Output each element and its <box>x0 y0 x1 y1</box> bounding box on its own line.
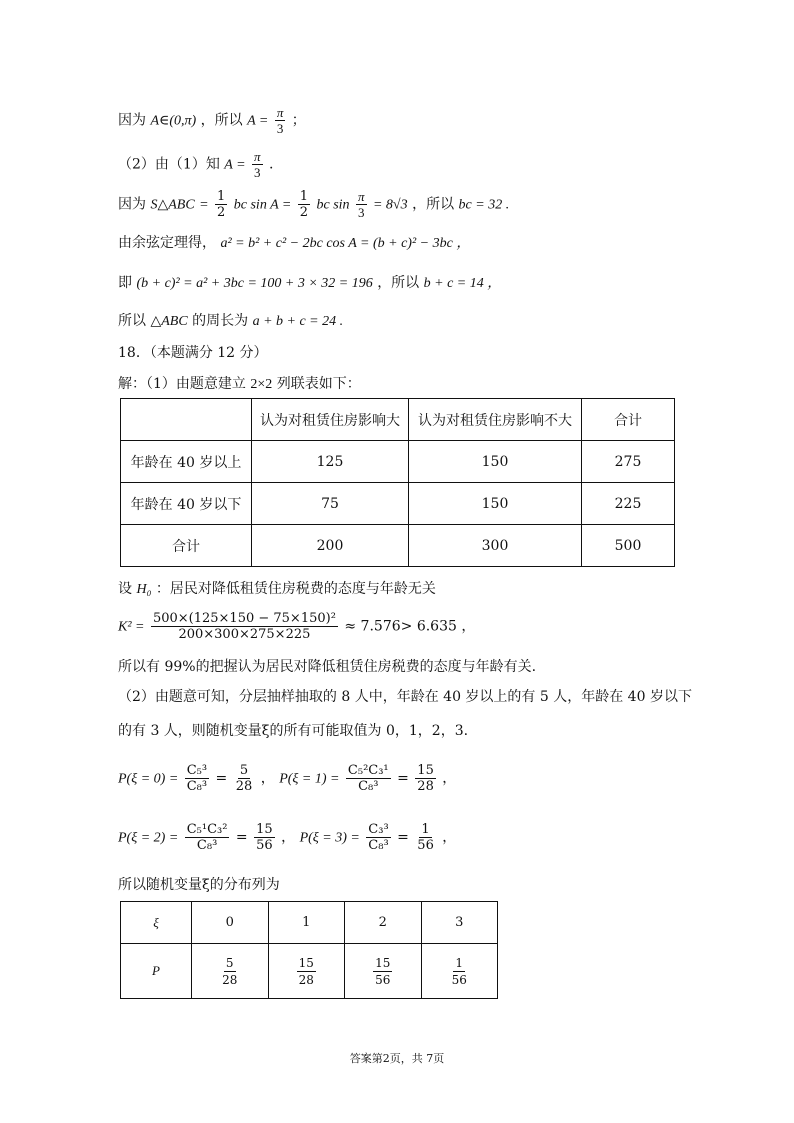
table-header-row <box>121 399 675 441</box>
math-K2: K² = <box>118 619 145 635</box>
fraction-half: $\frac{1}{2}$ <box>299 189 309 220</box>
text: 由余弦定理得， <box>118 235 216 251</box>
fraction-k2: $\frac{\text{500×(125×150 − 75×150)²}}{200\times 300\times 275\times 225}$ <box>152 611 336 642</box>
fraction-pi-3: $\frac{\pi}{3}$ <box>276 105 284 136</box>
table-cell: 225 <box>582 483 675 525</box>
fraction-value: $\frac{5}{28}$ <box>235 763 253 794</box>
table-row <box>121 902 498 944</box>
fraction-comb: $\frac{\text{C₅³}}{\text{C₈³}}$ <box>186 763 208 794</box>
text: 列联表如下： <box>276 376 361 392</box>
table-cell: 300 <box>409 525 582 567</box>
table-cell: 2 <box>345 902 422 944</box>
table-cell: 0 <box>192 902 269 944</box>
fraction-pi-3: $\frac{\pi}{3}$ <box>253 149 261 180</box>
hypothesis-line <box>118 582 436 597</box>
math-prob-label: P(ξ = 1) = <box>279 771 340 787</box>
fraction-value: $\frac{1}{56}$ <box>451 955 467 987</box>
fraction-value: $\frac{1}{56}$ <box>417 822 434 853</box>
text: ， <box>461 618 476 635</box>
math-area: S△ABC <box>150 197 195 213</box>
table-cell: 200 <box>252 525 409 567</box>
k2-formula <box>118 612 475 641</box>
table-cell <box>345 944 422 999</box>
line-cosine-rule <box>118 236 470 251</box>
text: ，所以 <box>412 196 455 213</box>
text: ：居民对降低租赁住房税费的态度与年龄无关 <box>155 581 436 597</box>
page-footer: 答案第2页，共 7页 <box>349 1052 445 1065</box>
math-prob-label: P(ξ = 0) = <box>118 771 179 787</box>
fraction-value: $\frac{15}{56}$ <box>256 822 273 853</box>
math-k2-approx: ≈ 7.576> 6.635 <box>344 618 457 635</box>
table-cell: 认为对租赁住房影响不大 <box>409 399 582 441</box>
fraction-value: $\frac{15}{28}$ <box>417 763 434 794</box>
fraction-value: $\frac{15}{56}$ <box>375 955 391 987</box>
math-prob-label: P(ξ = 2) = <box>118 830 179 846</box>
table-cell: 150 <box>409 483 582 525</box>
text: ， <box>442 770 457 787</box>
distribution-intro: 所以随机变量ξ的分布列为 <box>118 877 280 893</box>
line-perimeter <box>118 314 343 329</box>
table-cell: 年龄在 40 岁以下 <box>121 483 252 525</box>
table-cell: 150 <box>409 441 582 483</box>
math-bc-32: bc = 32 . <box>458 197 510 213</box>
line-A-range <box>118 106 306 135</box>
table-row <box>121 525 675 567</box>
math-A-eq: A = <box>224 157 246 173</box>
math-prob-label: P(ξ = 3) = <box>299 830 360 846</box>
table-cell: 125 <box>252 441 409 483</box>
contingency-table <box>120 398 675 567</box>
table-row <box>121 944 498 999</box>
math-perimeter: a + b + c = 24 . <box>252 314 344 329</box>
math-bc-sin: bc sin <box>316 197 350 213</box>
math-H0: H₀ <box>136 582 152 597</box>
table-cell: 1 <box>268 902 345 944</box>
table-cell <box>268 944 345 999</box>
section-title: 18．（本题满分 12 分） <box>118 345 268 361</box>
conclusion-line: 所以有 99%的把握认为居民对降低租赁住房税费的态度与年龄有关. <box>118 659 537 675</box>
math-triangle: △ABC <box>150 314 188 329</box>
table-cell: 3 <box>421 902 498 944</box>
table-cell: ξ <box>121 902 192 944</box>
prob-line-2: P(ξ = 2) = $\frac{\text{C₅¹C₃²}}{\text{C₈³}}$ = $\frac{15}{56}$ ， P(ξ = 3) = $\frac{\text{C₃³}}{\text{C₈³}}$ = $\frac{1}{56}$ ， <box>118 822 457 853</box>
math-A-eq: A = <box>247 113 269 129</box>
text: 因为 <box>118 196 146 213</box>
table-cell: 认为对租赁住房影响大 <box>252 399 409 441</box>
fraction-comb: $\frac{\text{C₅²C₃¹}}{\text{C₈³}}$ <box>347 763 389 794</box>
table-cell: 75 <box>252 483 409 525</box>
fraction-value: $\frac{15}{28}$ <box>298 955 314 987</box>
text: ， <box>260 770 275 787</box>
math-2x2: 2×2 <box>250 377 273 392</box>
math-sum-square: (b + c)² = a² + 3bc = 100 + 3 × 32 = 196 <box>136 276 373 291</box>
fraction-pi-3: $\frac{\pi}{3}$ <box>358 189 365 220</box>
solution-intro <box>118 377 361 392</box>
prob-line-1: P(ξ = 0) = $\frac{\text{C₅³}}{\text{C₈³}}$ = $\frac{5}{28}$ ， P(ξ = 1) = $\frac{\text{C₅²C₃¹}}{\text{C₈³}}$ = $\frac{15}{28}$ ， <box>118 763 457 794</box>
line-area: 因为 S△ABC = $\frac{1}{2}$ bc sin A = $\frac{1}{2}$ bc sin $\frac{\pi}{3}$ = 8√3 ，所以 bc = 32 . <box>118 189 510 220</box>
text: 的周长为 <box>192 313 249 329</box>
table-row <box>121 483 675 525</box>
fraction-half: $\frac{1}{2}$ <box>217 189 226 220</box>
table-cell: P <box>121 944 192 999</box>
table-cell: 年龄在 40 岁以上 <box>121 441 252 483</box>
text: ， <box>442 829 457 846</box>
table-cell: 500 <box>582 525 675 567</box>
math-8sqrt3: = 8√3 <box>372 197 408 213</box>
math-A-in: A∈(0,π) <box>150 113 197 129</box>
fraction-comb: $\frac{\text{C₅¹C₃²}}{\text{C₈³}}$ <box>186 822 228 853</box>
table-cell: 合计 <box>582 399 675 441</box>
text: ，所以 <box>200 112 243 129</box>
part2-line-1: （2）由题意可知，分层抽样抽取的 8 人中，年龄在 40 岁以上的有 5 人，年龄在 40 岁以下 <box>118 689 692 705</box>
text: 解：（1）由题意建立 <box>118 376 246 392</box>
distribution-table <box>120 901 498 999</box>
text: ，所以 <box>377 275 420 291</box>
text: 设 <box>118 581 132 597</box>
table-cell <box>421 944 498 999</box>
part2-line-2: 的有 3 人，则随机变量ξ的所有可能取值为 0，1，2，3. <box>118 723 469 739</box>
text: 所以 <box>118 313 146 329</box>
line-sum-square <box>118 276 501 291</box>
text: 因为 <box>118 112 146 129</box>
text: ； <box>291 112 306 129</box>
text: （2）由（1）知 <box>118 156 220 173</box>
math-bc-sinA: bc sin A = <box>233 197 292 213</box>
math-sum: b + c = 14 ， <box>423 276 502 291</box>
table-cell <box>192 944 269 999</box>
line-part2-known: （2）由（1）知 A = $\frac{\pi}{3}$ . <box>118 149 274 180</box>
fraction-comb: $\frac{\text{C₃³}}{\text{C₈³}}$ <box>368 822 389 853</box>
text: ， <box>281 829 296 846</box>
table-row <box>121 441 675 483</box>
table-cell: 合计 <box>121 525 252 567</box>
text: 即 <box>118 275 132 291</box>
math-cosine-rule: a² = b² + c² − 2bc cos A = (b + c)² − 3bc ， <box>220 236 471 251</box>
table-cell <box>121 399 252 441</box>
fraction-value: $\frac{5}{28}$ <box>222 955 238 987</box>
table-cell: 275 <box>582 441 675 483</box>
